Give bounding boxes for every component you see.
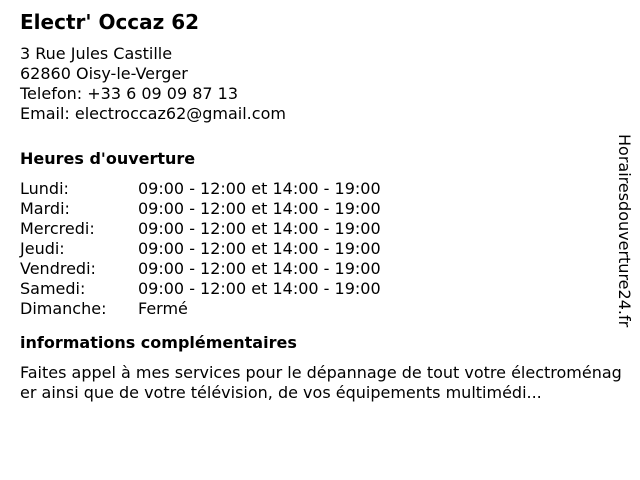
hours-row-wednesday: [20, 219, 620, 239]
hours-day-label: Mardi:: [20, 199, 70, 218]
hours-row-monday: [20, 179, 620, 199]
hours-time: 09:00 - 12:00 et 14:00 - 19:00: [138, 259, 381, 278]
hours-time: 09:00 - 12:00 et 14:00 - 19:00: [138, 179, 381, 198]
business-card: [20, 8, 620, 403]
email-address: Email: electroccaz62@gmail.com: [20, 104, 286, 123]
hours-row-sunday: [20, 299, 620, 319]
hours-row-thursday: [20, 239, 620, 259]
hours-day-label: Vendredi:: [20, 259, 96, 278]
hours-day-label: Mercredi:: [20, 219, 95, 238]
hours-row-tuesday: [20, 199, 620, 219]
hours-day-label: Jeudi:: [20, 239, 65, 258]
hours-time: 09:00 - 12:00 et 14:00 - 19:00: [138, 239, 381, 258]
address-block: [20, 44, 620, 124]
address-city: 62860 Oisy-le-Verger: [20, 64, 188, 83]
hours-day-label: Samedi:: [20, 279, 86, 298]
phone-number: Telefon: +33 6 09 09 87 13: [20, 84, 239, 103]
hours-table: [20, 179, 620, 319]
info-heading: informations complémentaires: [20, 333, 297, 352]
hours-time: 09:00 - 12:00 et 14:00 - 19:00: [138, 279, 381, 298]
hours-row-saturday: [20, 279, 620, 299]
hours-row-friday: [20, 259, 620, 279]
hours-time: 09:00 - 12:00 et 14:00 - 19:00: [138, 219, 381, 238]
hours-day-label: Dimanche:: [20, 299, 107, 318]
address-street: 3 Rue Jules Castille: [20, 44, 173, 63]
hours-day-label: Lundi:: [20, 179, 69, 198]
hours-time: Fermé: [138, 299, 188, 318]
business-name: Electr' Occaz 62: [20, 10, 200, 34]
info-description: Faites appel à mes services pour le dépannage de tout votre électroménager ainsi que de votre télévision, de vos équipements multimédi...: [20, 363, 622, 402]
site-watermark: Horairesdouverture24.fr: [615, 134, 634, 328]
hours-heading: Heures d'ouverture: [20, 149, 196, 168]
hours-time: 09:00 - 12:00 et 14:00 - 19:00: [138, 199, 381, 218]
